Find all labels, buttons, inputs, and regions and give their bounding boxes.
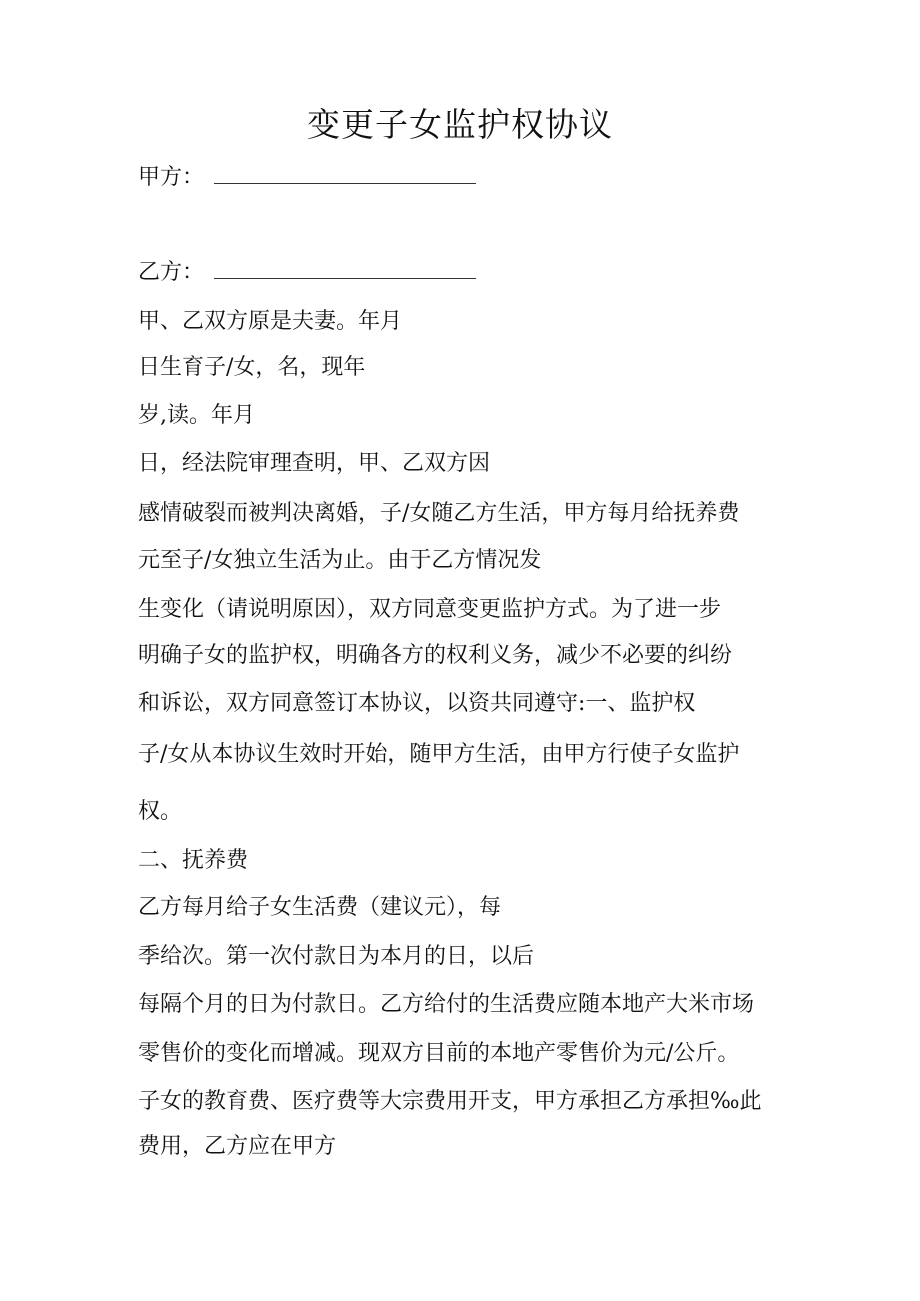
party-b-line [138,258,476,288]
body-line-11: 权。 [138,799,183,824]
body-line-16: 零售价的变化而增减。现双方目前的本地产零售价为元/公斤。 [138,1041,740,1066]
party-a-line [138,163,476,193]
body-line-10: 子/女从本协议生效时开始，随甲方生活，由甲方行使子女监护 [138,742,740,767]
section-heading-support: 二、抚养费 [138,848,249,873]
body-line-14: 季给次。第一次付款日为本月的日，以后 [138,944,535,969]
body-line-15: 每隔个月的日为付款日。乙方给付的生活费应随本地产大米市场 [138,992,755,1017]
body-line-17: 子女的教育费、医疗费等大宗费用开支，甲方承担乙方承担‰此 [138,1089,762,1114]
body-line-5: 感情破裂而被判决离婚，子/女随乙方生活，甲方每月给抚养费 [138,501,740,526]
party-a-blank [214,165,476,184]
body-line-3: 岁,读。年月 [138,403,255,428]
body-line-7: 生变化（请说明原因），双方同意变更监护方式。为了进一步 [138,597,722,622]
party-b-blank [214,260,476,279]
body-line-2: 日生育子/女，名，现年 [138,355,366,380]
body-line-18: 费用，乙方应在甲方 [138,1134,337,1159]
party-a-label: 甲方： [138,165,205,190]
body-line-4: 日，经法院审理查明，甲、乙双方因 [138,451,491,476]
body-line-8: 明确子女的监护权，明确各方的权利义务，减少不必要的纠纷 [138,643,733,668]
body-line-13: 乙方每月给子女生活费（建议元），每 [138,895,502,920]
body-line-9: 和诉讼，双方同意签订本协议，以资共同遵守:一、监护权 [138,691,696,716]
party-b-label: 乙方： [138,260,205,285]
body-line-6: 元至子/女独立生活为止。由于乙方情况发 [138,548,542,573]
body-line-1: 甲、乙双方原是夫妻。年月 [138,309,403,334]
document-title: 变更子女监护权协议 [307,105,613,144]
